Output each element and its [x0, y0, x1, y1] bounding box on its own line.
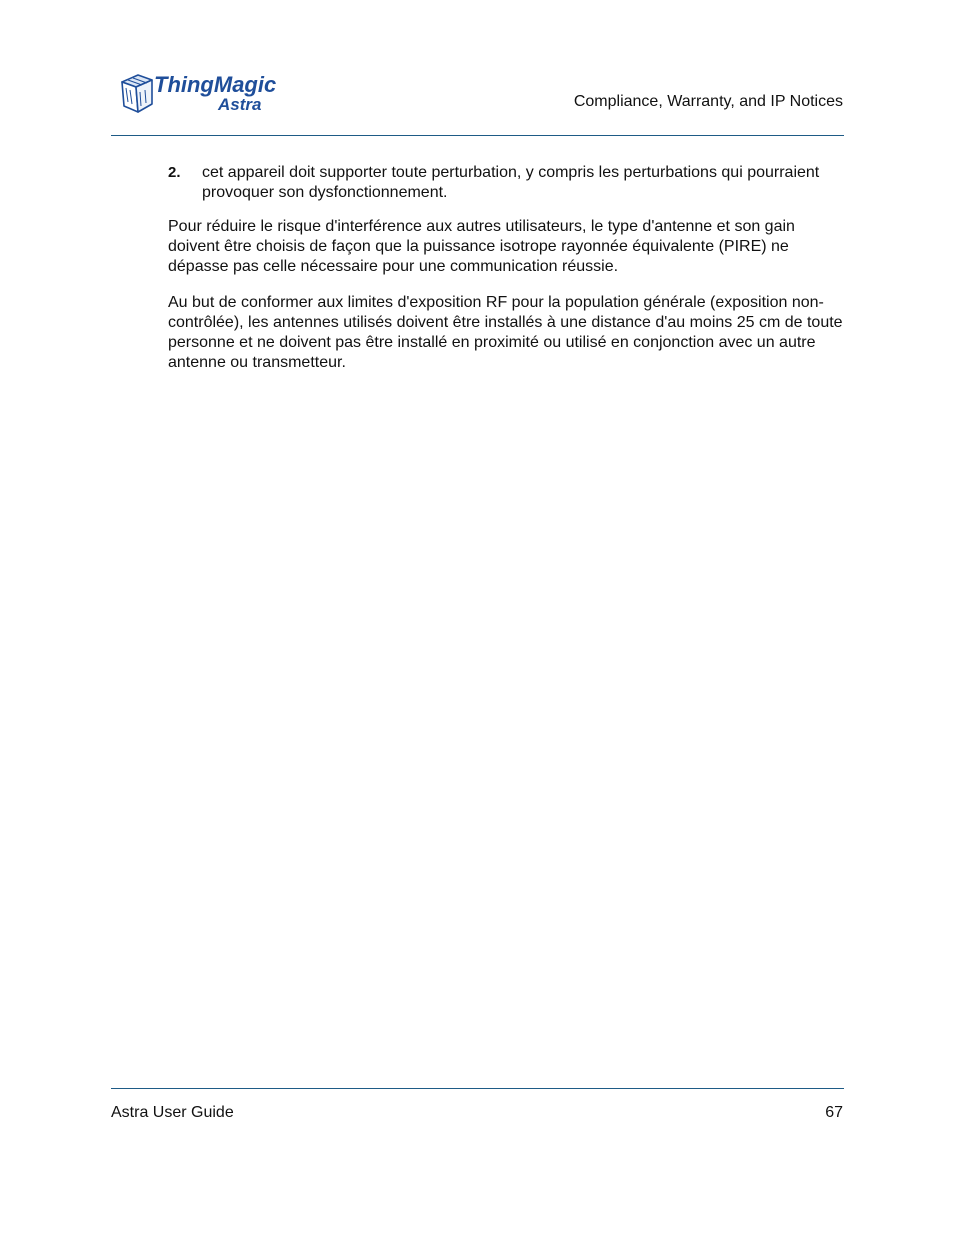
footer-divider: [111, 1088, 844, 1089]
thingmagic-logo: [118, 66, 278, 116]
logo-brand-text: ThingMagic: [154, 72, 277, 97]
list-item-number: 2.: [168, 164, 181, 181]
footer-guide-title: Astra User Guide: [111, 1104, 234, 1121]
header-section-title: Compliance, Warranty, and IP Notices: [573, 93, 843, 110]
paragraph-rf-exposure: Au but de conformer aux limites d'exposition RF pour la population générale (exposition non-contrôlée), les antennes utilisés doivent être installés à une distance d'au moins 25 cm de toute personne et ne doivent pas être installé en proximité ou utilisé en conjonction avec un autre antenne ou transmetteur.: [168, 294, 843, 371]
paragraph-interference: Pour réduire le risque d'interférence aux autres utilisateurs, le type d'antenne et son gain doivent être choisis de façon que la puissance isotrope rayonnée équivalente (PIRE) ne dépasse pas celle nécessaire pour une communication réussie.: [168, 218, 795, 275]
logo-product-text: Astra: [218, 95, 262, 114]
cube-icon: [122, 75, 152, 112]
page-body: [168, 163, 844, 389]
list-item: [168, 163, 844, 203]
header-divider: [111, 135, 844, 136]
footer-page-number: 67: [825, 1104, 843, 1121]
list-item-text: cet appareil doit supporter toute perturbation, y compris les perturbations qui pourraient provoquer son dysfonctionnement.: [202, 164, 820, 201]
